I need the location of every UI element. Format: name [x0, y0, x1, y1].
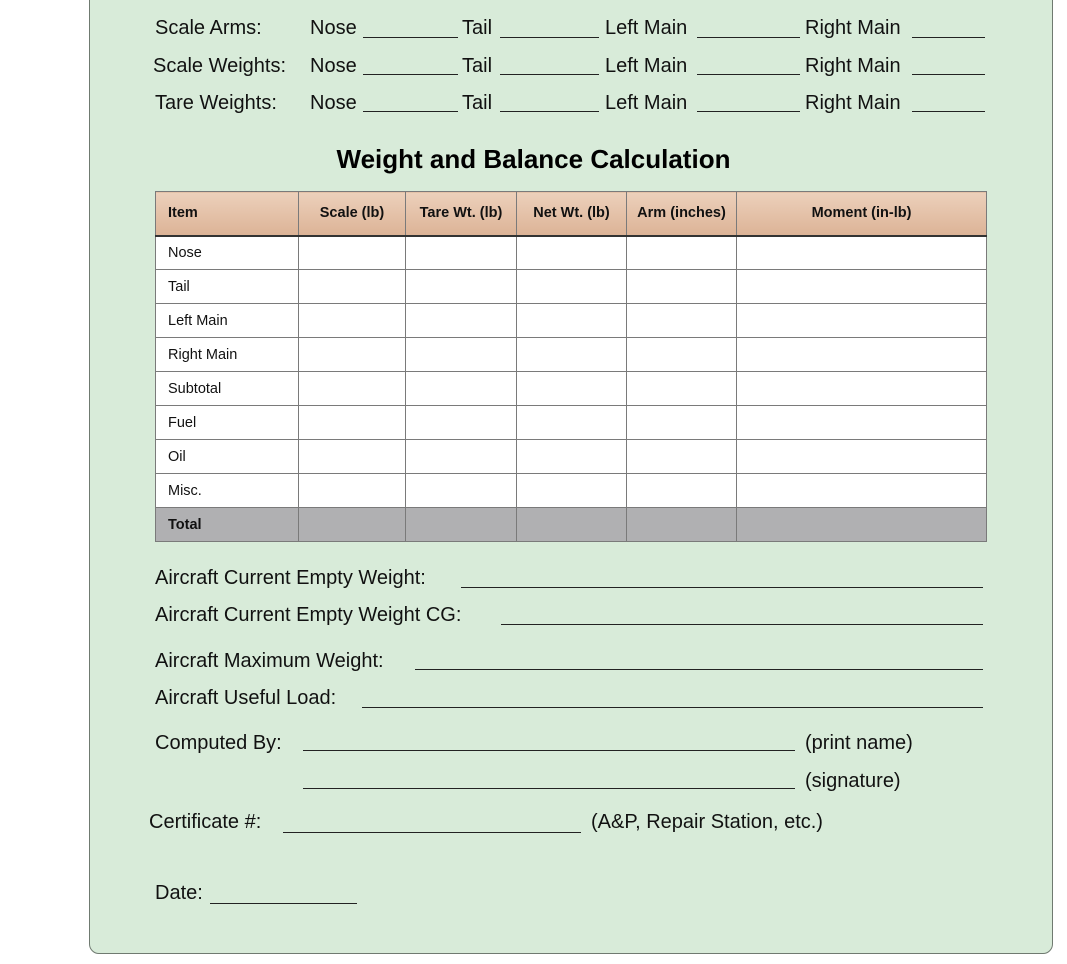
header-scale: Scale (lb)	[299, 192, 406, 236]
cell-scale[interactable]	[299, 372, 406, 406]
cell-net[interactable]	[517, 508, 627, 542]
cell-moment[interactable]	[737, 474, 987, 508]
empty-weight-cg-label: Aircraft Current Empty Weight CG:	[155, 604, 462, 626]
cell-moment[interactable]	[737, 338, 987, 372]
scale-arms-right-main-field[interactable]	[912, 37, 985, 38]
certificate-label: Certificate #:	[149, 811, 262, 833]
computed-by-name-field[interactable]	[303, 750, 795, 751]
scale-weights-left-main-field[interactable]	[697, 74, 800, 75]
row-item-label: Subtotal	[156, 372, 299, 406]
table-row	[156, 440, 987, 474]
header-item: Item	[156, 192, 299, 236]
cell-moment[interactable]	[737, 406, 987, 440]
table-row	[156, 372, 987, 406]
scale-weights-nose-label: Nose	[310, 55, 357, 77]
tare-weights-right-main-field[interactable]	[912, 111, 985, 112]
cell-net[interactable]	[517, 236, 627, 270]
row-item-label: Misc.	[156, 474, 299, 508]
tare-weights-label: Tare Weights:	[155, 92, 277, 114]
cell-arm[interactable]	[627, 304, 737, 338]
cell-tare[interactable]	[406, 236, 517, 270]
cell-scale[interactable]	[299, 236, 406, 270]
scale-arms-tail-field[interactable]	[500, 37, 599, 38]
cell-moment[interactable]	[737, 236, 987, 270]
tare-weights-nose-field[interactable]	[363, 111, 458, 112]
cell-arm[interactable]	[627, 270, 737, 304]
cell-arm[interactable]	[627, 440, 737, 474]
scale-arms-nose-field[interactable]	[363, 37, 458, 38]
cell-tare[interactable]	[406, 338, 517, 372]
empty-weight-cg-field[interactable]	[501, 624, 983, 625]
scale-weights-nose-field[interactable]	[363, 74, 458, 75]
scale-weights-right-main-field[interactable]	[912, 74, 985, 75]
tare-weights-left-main-field[interactable]	[697, 111, 800, 112]
cell-arm[interactable]	[627, 508, 737, 542]
tare-weights-right-main-label: Right Main	[805, 92, 901, 114]
scale-arms-label: Scale Arms:	[155, 17, 262, 39]
cell-arm[interactable]	[627, 236, 737, 270]
cell-net[interactable]	[517, 372, 627, 406]
cell-net[interactable]	[517, 440, 627, 474]
table-header-row	[156, 192, 987, 236]
row-item-label: Left Main	[156, 304, 299, 338]
scale-arms-left-main-field[interactable]	[697, 37, 800, 38]
cell-scale[interactable]	[299, 338, 406, 372]
cell-net[interactable]	[517, 338, 627, 372]
scale-arms-tail-label: Tail	[462, 17, 493, 39]
table-row	[156, 270, 987, 304]
total-row	[156, 508, 987, 542]
scale-weights-tail-label: Tail	[462, 55, 493, 77]
empty-weight-label: Aircraft Current Empty Weight:	[155, 567, 426, 589]
cell-tare[interactable]	[406, 304, 517, 338]
cell-net[interactable]	[517, 406, 627, 440]
table-row	[156, 406, 987, 440]
scale-weights-label: Scale Weights:	[153, 55, 287, 77]
cell-scale[interactable]	[299, 508, 406, 542]
date-label: Date:	[155, 882, 203, 904]
scale-arms-right-main-label: Right Main	[805, 17, 901, 39]
signature-field[interactable]	[303, 788, 795, 789]
scale-weights-left-main-label: Left Main	[605, 55, 688, 77]
row-item-label: Total	[156, 508, 299, 542]
section-title: Weight and Balance Calculation	[336, 144, 731, 174]
cell-tare[interactable]	[406, 406, 517, 440]
cell-scale[interactable]	[299, 406, 406, 440]
cell-tare[interactable]	[406, 440, 517, 474]
cell-arm[interactable]	[627, 406, 737, 440]
table-row	[156, 236, 987, 270]
cell-tare[interactable]	[406, 270, 517, 304]
table-row	[156, 474, 987, 508]
cell-arm[interactable]	[627, 474, 737, 508]
cell-moment[interactable]	[737, 440, 987, 474]
tare-weights-tail-field[interactable]	[500, 111, 599, 112]
cell-scale[interactable]	[299, 474, 406, 508]
cell-scale[interactable]	[299, 270, 406, 304]
row-item-label: Oil	[156, 440, 299, 474]
tare-weights-left-main-label: Left Main	[605, 92, 688, 114]
cell-arm[interactable]	[627, 338, 737, 372]
weight-balance-table	[155, 191, 987, 542]
scale-arms-left-main-label: Left Main	[605, 17, 688, 39]
row-item-label: Tail	[156, 270, 299, 304]
tare-weights-nose-label: Nose	[310, 92, 357, 114]
signature-note: (signature)	[805, 770, 901, 792]
header-tare-weight: Tare Wt. (lb)	[406, 192, 517, 236]
cell-moment[interactable]	[737, 270, 987, 304]
header-arm: Arm (inches)	[627, 192, 737, 236]
table-row	[156, 304, 987, 338]
cell-net[interactable]	[517, 304, 627, 338]
cell-tare[interactable]	[406, 508, 517, 542]
tare-weights-tail-label: Tail	[462, 92, 493, 114]
max-weight-label: Aircraft Maximum Weight:	[155, 650, 384, 672]
date-field[interactable]	[210, 903, 357, 904]
cell-tare[interactable]	[406, 372, 517, 406]
useful-load-label: Aircraft Useful Load:	[155, 687, 337, 709]
certificate-field[interactable]	[283, 832, 581, 833]
computed-by-label: Computed By:	[155, 732, 282, 754]
cell-net[interactable]	[517, 270, 627, 304]
cell-moment[interactable]	[737, 304, 987, 338]
cell-moment[interactable]	[737, 372, 987, 406]
print-name-note: (print name)	[805, 732, 913, 754]
row-item-label: Fuel	[156, 406, 299, 440]
cell-arm[interactable]	[627, 372, 737, 406]
certificate-note: (A&P, Repair Station, etc.)	[591, 811, 823, 833]
scale-weights-tail-field[interactable]	[500, 74, 599, 75]
cell-scale[interactable]	[299, 304, 406, 338]
header-net-weight: Net Wt. (lb)	[517, 192, 627, 236]
max-weight-field[interactable]	[415, 669, 983, 670]
cell-net[interactable]	[517, 474, 627, 508]
row-item-label: Right Main	[156, 338, 299, 372]
empty-weight-field[interactable]	[461, 587, 983, 588]
cell-moment[interactable]	[737, 508, 987, 542]
cell-tare[interactable]	[406, 474, 517, 508]
useful-load-field[interactable]	[362, 707, 983, 708]
cell-scale[interactable]	[299, 440, 406, 474]
row-item-label: Nose	[156, 236, 299, 270]
scale-weights-right-main-label: Right Main	[805, 55, 901, 77]
header-moment: Moment (in-lb)	[737, 192, 987, 236]
scale-arms-nose-label: Nose	[310, 17, 357, 39]
table-row	[156, 338, 987, 372]
